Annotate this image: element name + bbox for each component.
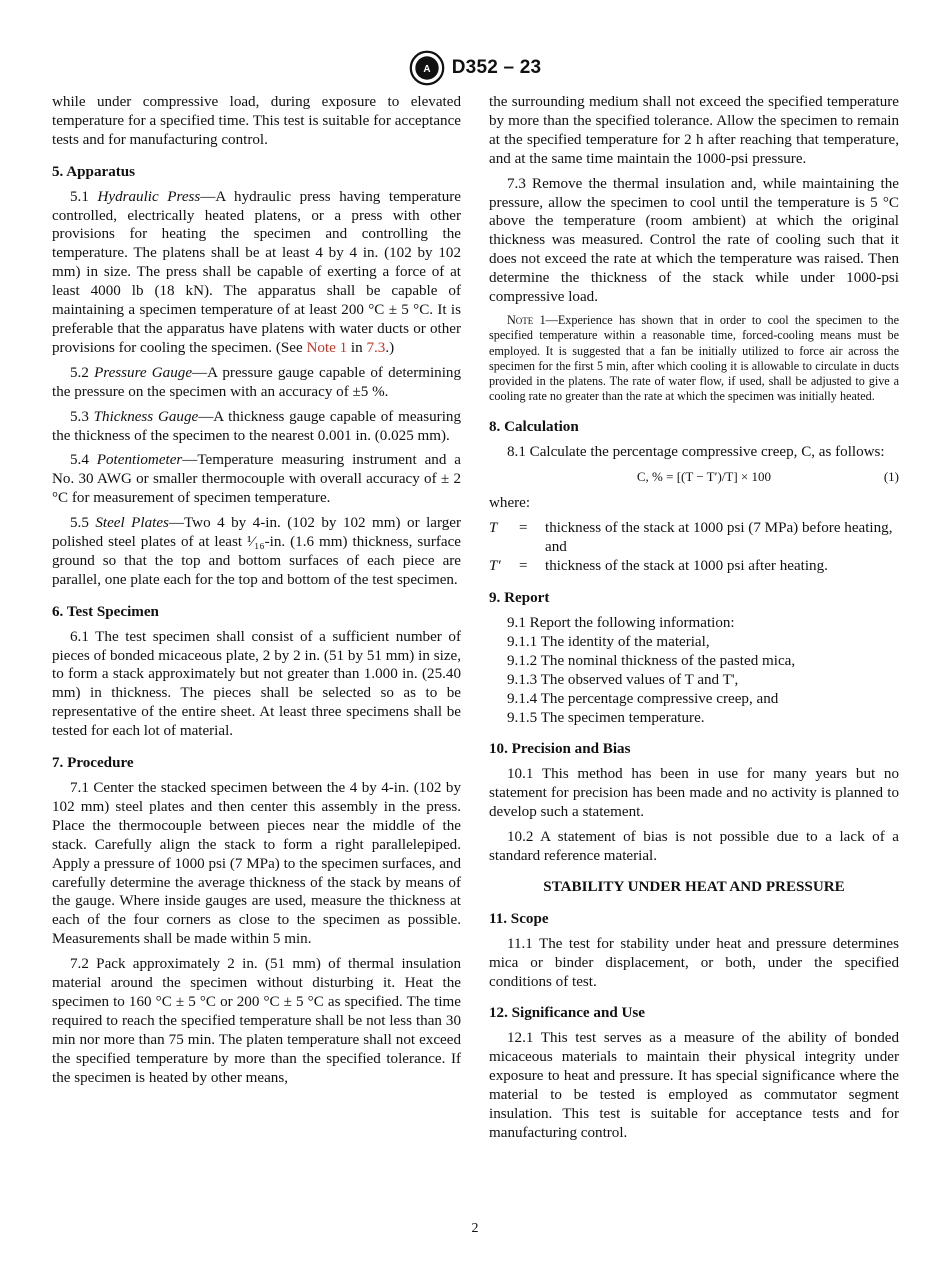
section-5-heading: 5. Apparatus — [52, 163, 136, 180]
section-11-heading: 11. Scope — [489, 910, 549, 927]
note-1-link[interactable]: Note 1 — [306, 339, 348, 356]
where-label: where: — [489, 495, 531, 512]
equation-number: (1) — [883, 468, 899, 484]
page-header — [0, 50, 950, 86]
report-list — [489, 614, 899, 727]
definition-item: T = thickness of the stack at 1000 psi (7 MPa) before heating, and — [489, 520, 893, 556]
note-1: Note 1—Experience has shown that in order to cool the specimen to the specified temperature within a reasonable time, forced-cooling means must be employed. It is suggested that a fan be initially utilized to force air across the specimen for the first 5 min, after which cooling it is allowable to circulate in ducts provided in the platens. The rate of water flow, if used, shall be adjusted to give a cooling rate no greater than the rate at which the specimen was initially heated. — [489, 312, 899, 404]
left-column — [52, 93, 461, 1094]
list-item: 9.1.1 The identity of the material, — [507, 633, 710, 650]
paragraph-5-5: 5.5 Steel Plates—Two 4 by 4-in. (102 by 102 mm) or larger polished steel plates of at least ¹⁄₁₆-in. (1.6 mm) thickness, surface ground so that the top and bottom surfaces of each piece are parallel, one plate each for the top and bottom of the test specimen. — [52, 515, 462, 588]
paragraph-11-1: 11.1 The test for stability under heat and pressure determines mica or binder displacement, or both, under the specified conditions of test. — [489, 935, 899, 990]
paragraph-12-1: 12.1 This test serves as a measure of the ability of bonded micaceous materials to maintain their physical integrity under exposure to heat and pressure. It has special significance where the material to be tested is employed as commutator segment insulation. This test is suitable for acceptance tests and for manufacturing control. — [489, 1030, 899, 1141]
section-6-heading: 6. Test Specimen — [52, 603, 159, 620]
paragraph-6-1: 6.1 The test specimen shall consist of a sufficient number of pieces of bonded micaceous plate, 2 by 2 in. (51 by 51 mm) in size, to form a stack approximately but not greater than 1.000 in. (25.40 mm) in thickness. The pieces shall be selected so as to be representative of the entire sheet. At least three specimens shall be tested for each lot of material. — [52, 628, 461, 740]
list-item: 9.1.2 The nominal thickness of the pasted mica, — [507, 652, 796, 669]
right-column — [489, 93, 899, 1149]
document-number: D352 – 23 — [451, 57, 542, 78]
section-10-heading: 10. Precision and Bias — [489, 741, 631, 758]
paragraph-5-1: 5.1 Hydraulic Press—A hydraulic press having temperature controlled, electrically heated platens, or a press with other provisions for heating the specimen and controlling the temperature. The platens shall be at least 4 by 4 in. (102 by 102 mm) in size. The press shall be capable of exerting a force of at least 4000 lb (18 kN). The apparatus shall be capable of maintaining a specimen temperature of at least 200 °C ± 5 °C. It is preferable that the apparatus have platens with water ducts or other provisions for cooling the specimen. (See Note 1 in 7.3.) — [52, 188, 461, 356]
paragraph-7-3: 7.3 Remove the thermal insulation and, while maintaining the pressure, allow the specimen to cool until the temperature is 5 °C above the temperature (room ambient) at which the original thickness was measured. Control the rate of cooling such that it does not exceed the rate at which the temperature was raised. Then determine the thickness of the stack while under 1000-psi compressive load. — [489, 175, 899, 306]
section-7-3-link[interactable]: 7.3 — [366, 339, 386, 356]
definitions-list — [489, 519, 899, 576]
paragraph-10-1: 10.1 This method has been in use for many years but no statement for precision has been made and no activity is planned to develop such a statement. — [489, 766, 899, 821]
list-item: 9.1.5 The specimen temperature. — [507, 709, 705, 726]
intro-text: while under compressive load, during exposure to elevated temperature for a specified time. This test is suitable for acceptance tests and for manufacturing control. — [52, 94, 461, 148]
paragraph-10-2: 10.2 A statement of bias is not possible due to a lack of a standard reference material. — [489, 829, 899, 864]
paragraph-5-3: 5.3 Thickness Gauge—A thickness gauge capable of measuring the thickness of the specimen to the nearest 0.001 in. (0.025 mm). — [52, 408, 461, 444]
astm-logo-icon — [409, 50, 445, 86]
list-item: 9.1 Report the following information: — [507, 615, 735, 631]
paragraph-5-4: 5.4 Potentiometer—Temperature measuring instrument and a No. 30 AWG or smaller thermocouple with overall accuracy of ± 2 °C for measurement of specimen temperature. — [52, 452, 461, 507]
svg-text:A: A — [423, 64, 431, 76]
equation-formula: C, % = [(T − T′)/T] × 100 — [636, 468, 771, 484]
section-8-heading: 8. Calculation — [489, 418, 579, 435]
stability-heading: STABILITY UNDER HEAT AND PRESSURE — [543, 878, 845, 895]
continuation-text: the surrounding medium shall not exceed the specified temperature by more than the specified tolerance. Allow the specimen to remain at the specified temperature for 2 h after reaching that temperature, and at the same time maintain the 1000-psi pressure. — [489, 94, 899, 167]
section-7-heading: 7. Procedure — [52, 755, 134, 772]
page-number: 2 — [471, 1221, 479, 1236]
paragraph-7-1: 7.1 Center the stacked specimen between the 4 by 4-in. (102 by 102 mm) steel plates and then center this assembly in the press. Place the thermocouple between pieces near the middle of the stack. Carefully align the stack to form a right parallelepiped. Apply a pressure of 1000 psi (7 MPa) to the specimen surfaces, and carefully determine the average thickness of the stack by means of the gauge. Where inside gauges are used, measure the thickness at each of the four corners as close to the specimen as possible. Measurements shall be made within 5 min. — [52, 780, 461, 948]
section-12-heading: 12. Significance and Use — [489, 1005, 645, 1022]
section-9-heading: 9. Report — [489, 590, 550, 607]
paragraph-8-1: 8.1 Calculate the percentage compressive creep, C, as follows: — [507, 443, 885, 460]
paragraph-5-2: 5.2 Pressure Gauge—A pressure gauge capable of determining the pressure on the specimen with an accuracy of ±5 %. — [52, 364, 462, 400]
definition-item: T′ = thickness of the stack at 1000 psi after heating. — [489, 558, 828, 575]
equation-1 — [489, 468, 899, 487]
list-item: 9.1.4 The percentage compressive creep, and — [507, 690, 779, 707]
paragraph-7-2: 7.2 Pack approximately 2 in. (51 mm) of thermal insulation material around the specimen without disturbing it. Heat the specimen to 160 °C ± 5 °C or 200 °C ± 5 °C as specified. The time required to reach the specified temperature shall be not less than 30 min nor more than 75 min. The platen temperature shall not exceed the specified temperature by more than the specified tolerance. If the specimen is heated by other means, — [52, 956, 461, 1086]
list-item: 9.1.3 The observed values of T and T', — [507, 671, 739, 688]
